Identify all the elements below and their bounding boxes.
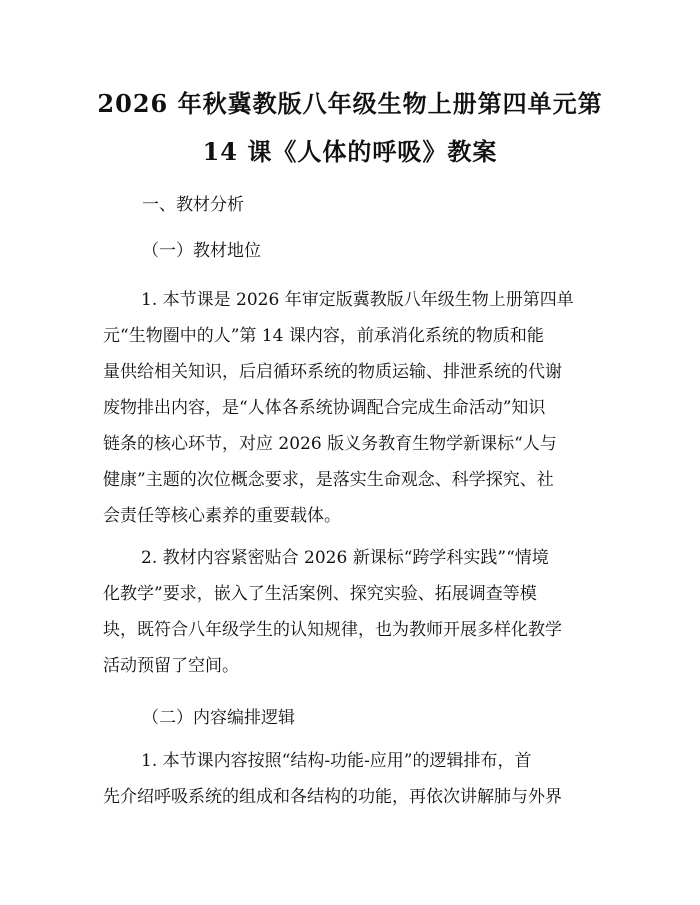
paragraph-line: 活动预留了空间。 [103,656,239,676]
subsection-heading-content-logic: （二）内容编排逻辑 [142,708,295,728]
document-title-line-2: 14 课《人体的呼吸》教案 [202,137,498,166]
paragraph-line: 1. 本节课内容按照“结构-功能-应用”的逻辑排布，首 [141,751,532,771]
paragraph-line: 先介绍呼吸系统的组成和各结构的功能，再依次讲解肺与外界 [103,787,562,807]
paragraph-line: 健康”主题的次位概念要求，是落实生命观念、科学探究、社 [103,470,554,490]
paragraph-2 [103,540,595,684]
paragraph-line: 化教学”要求，嵌入了生活案例、探究实验、拓展调查等模 [103,584,537,604]
document-title-line-1: 2026 年秋冀教版八年级生物上册第四单元第 [97,89,603,118]
paragraph-line: 1. 本节课是 2026 年审定版冀教版八年级生物上册第四单 [141,290,574,310]
subsection-heading-textbook-position: （一）教材地位 [142,241,261,261]
paragraph-line: 量供给相关知识，后启循环系统的物质运输、排泄系统的代谢 [103,362,562,382]
paragraph-line: 元“生物圈中的人”第 14 课内容，前承消化系统的物质和能 [103,326,544,346]
paragraph-line: 2. 教材内容紧密贴合 2026 新课标“跨学科实践”“情境 [141,548,549,568]
paragraph-1 [103,282,595,534]
section-heading-textbook-analysis: 一、教材分析 [142,195,244,215]
paragraph-line: 链条的核心环节，对应 2026 版义务教育生物学新课标“人与 [103,434,557,454]
paragraph-line: 块，既符合八年级学生的认知规律，也为教师开展多样化教学 [103,620,562,640]
paragraph-line: 会责任等核心素养的重要载体。 [103,506,341,526]
paragraph-3 [103,743,595,815]
paragraph-line: 废物排出内容，是“人体各系统协调配合完成生命活动”知识 [103,398,546,418]
